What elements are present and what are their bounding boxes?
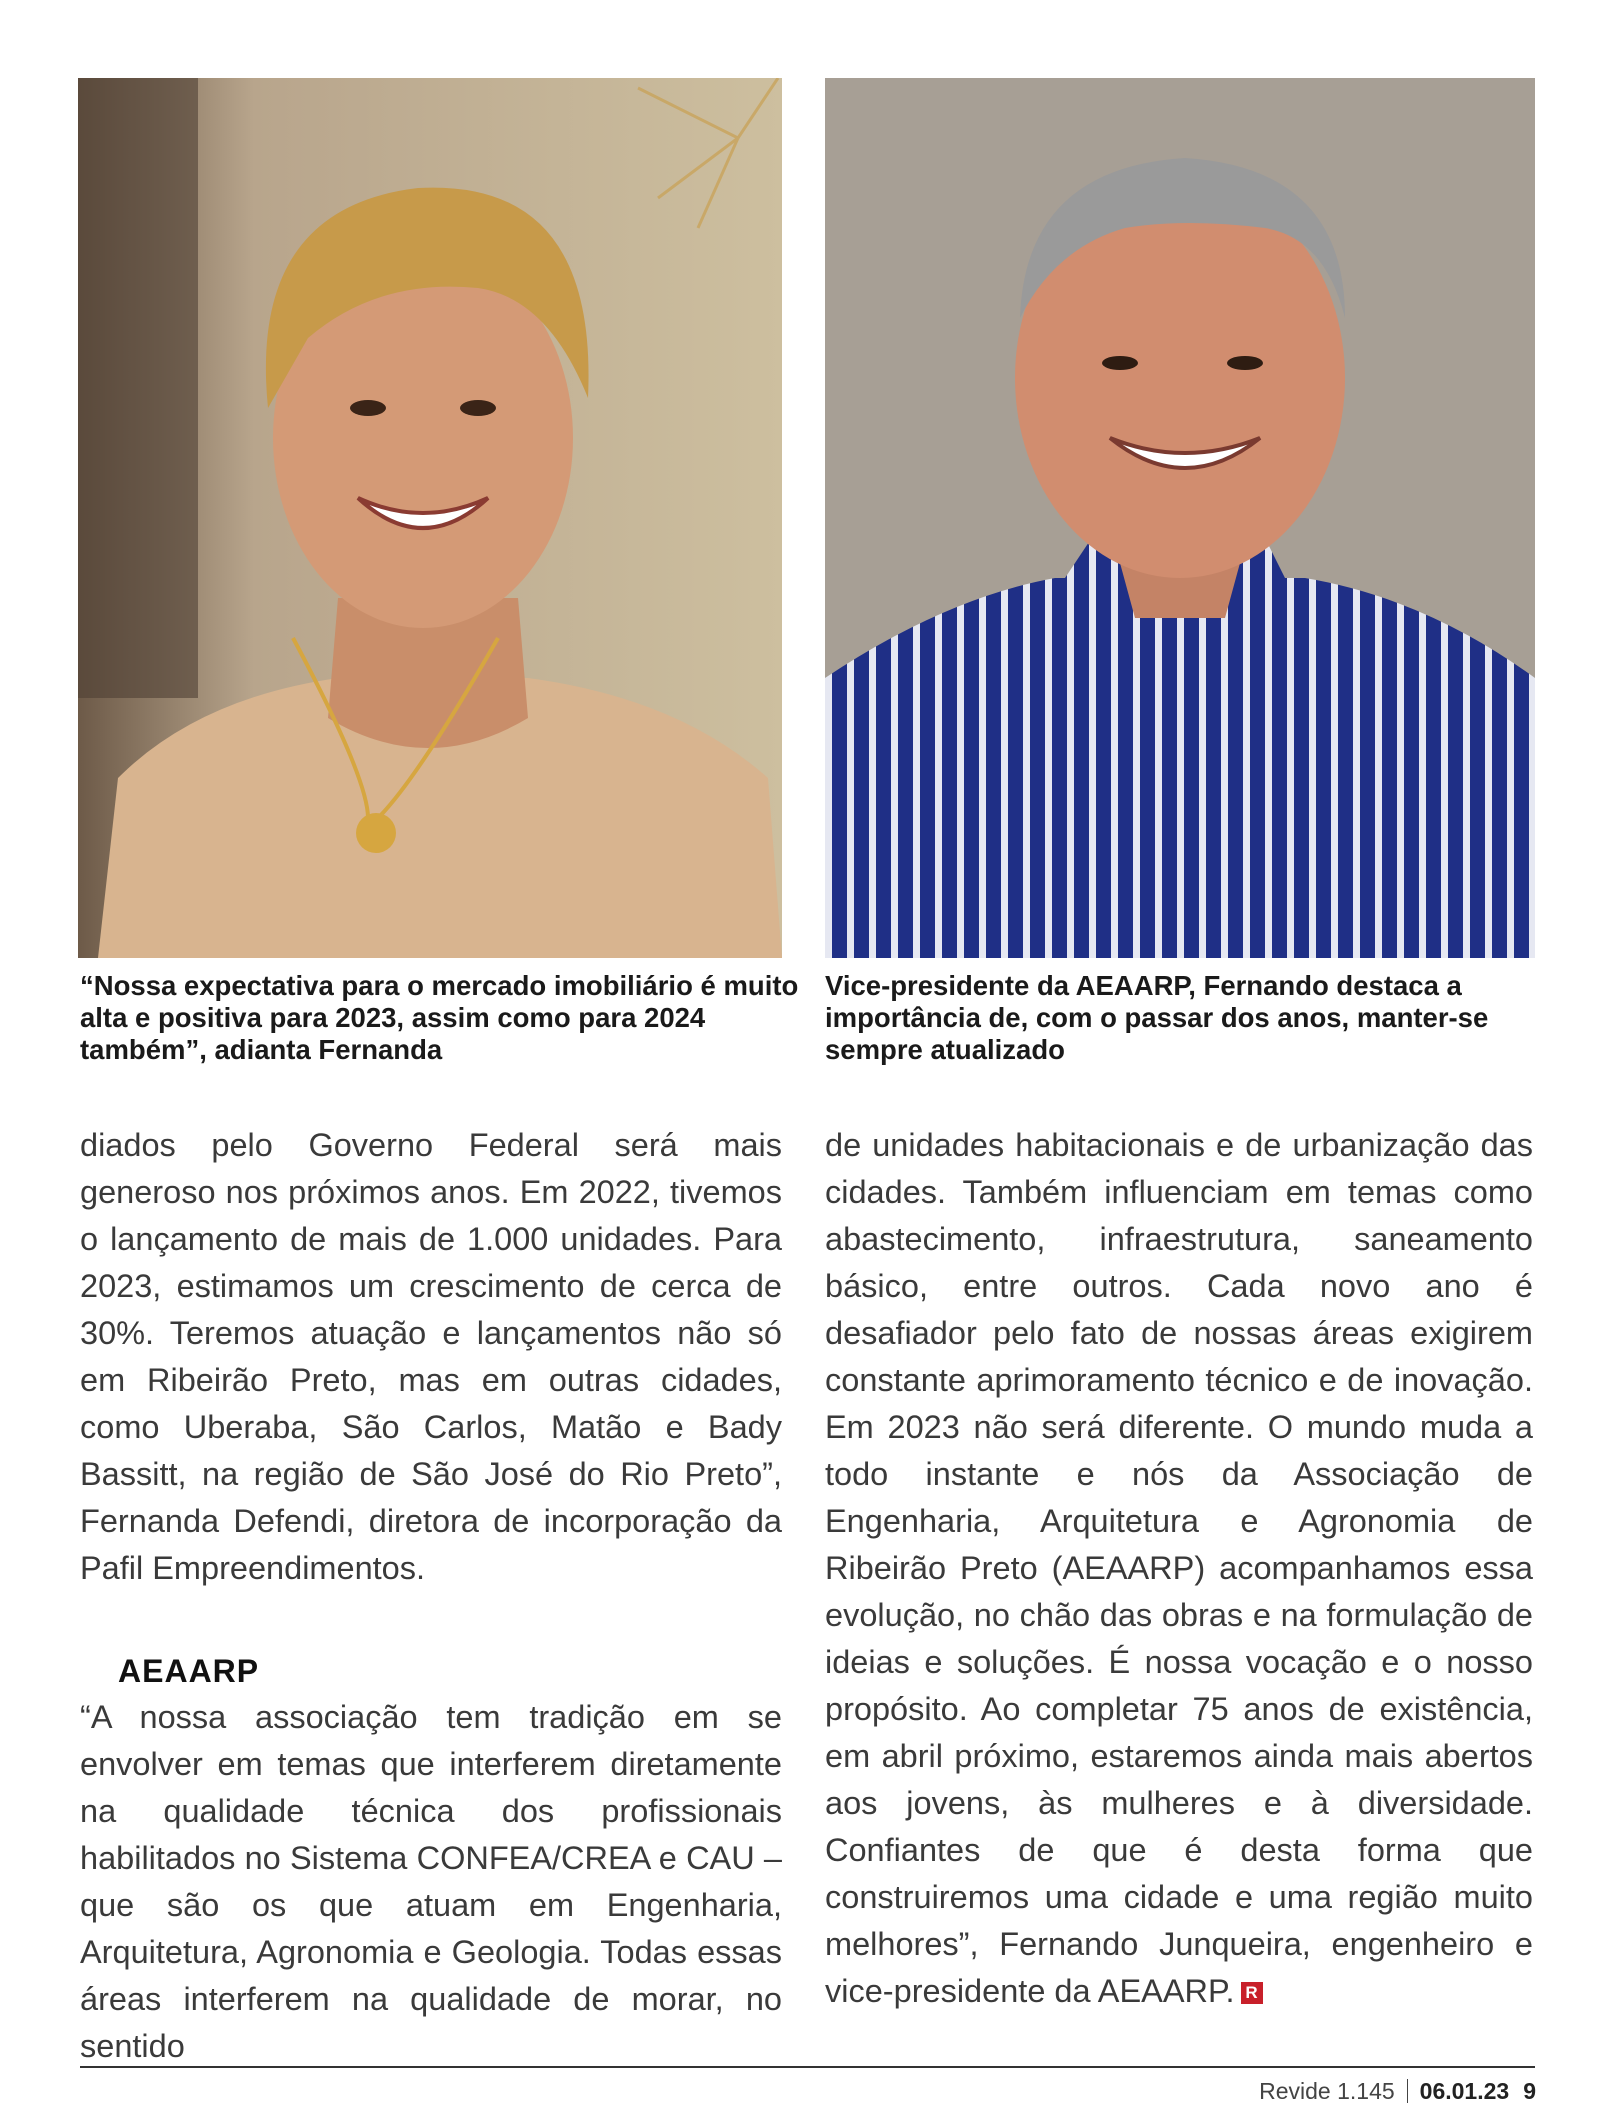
photo-fernanda xyxy=(78,78,782,958)
footer-separator xyxy=(1407,2079,1408,2103)
section-heading-aeaarp: AEAARP xyxy=(118,1653,260,1689)
portrait-man-image xyxy=(825,78,1535,958)
photo-caption-right: Vice-presidente da AEAARP, Fernando destaca a importância de, com o passar dos anos, manter-se sempre atualizado xyxy=(825,970,1489,1065)
end-mark-icon: R xyxy=(1241,1982,1263,2004)
publication-issue: Revide 1.145 xyxy=(1259,2078,1395,2104)
page-footer xyxy=(1259,2078,1536,2105)
footer-rule xyxy=(80,2066,1535,2068)
photo-caption-left: “Nossa expectativa para o mercado imobiliário é muito alta e positiva para 2023, assim como para 2024 também”, adianta Fernanda xyxy=(80,970,799,1065)
page-number: 9 xyxy=(1523,2078,1536,2104)
article-paragraph-text: de unidades habitacionais e de urbanização das cidades. Também influenciam em temas como abastecimento, infraestrutura, saneamento básico, entre outros. Cada novo ano é desafiador pelo fato de nossas áreas exigirem constante aprimoramento técnico e de inovação. Em 2023 não será diferente. O mundo muda a todo instante e nós da Associação de Engenharia, Arquitetura e Agronomia de Ribeirão Preto (AEAARP) acompanhamos essa evolução, no chão das obras e na formulação de ideias e soluções. É nossa vocação e o nosso propósito. Ao completar 75 anos de existência, em abril próximo, estaremos ainda mais abertos aos jovens, às mulheres e à diversidade. Confiantes de que é desta forma que construiremos uma cidade e uma região muito melhores”, Fernando Junqueira, engenheiro e vice-presidente da AEAARP. xyxy=(825,1127,1533,2009)
article-paragraph: diados pelo Governo Federal será mais generoso nos próximos anos. Em 2022, tivemos o lançamento de mais de 1.000 unidades. Para 2023, estimamos um crescimento de cerca de 30%. Teremos atuação e lançamentos não só em Ribeirão Preto, mas em outras cidades, como Uberaba, São Carlos, Matão e Bady Bassitt, na região de São José do Rio Preto”, Fernanda Defendi, diretora de incorporação da Pafil Empreendimentos. xyxy=(80,1127,782,1586)
portrait-woman-image xyxy=(78,78,782,958)
photo-fernando xyxy=(825,78,1535,958)
article-paragraph: “A nossa associação tem tradição em se envolver em temas que interferem diretamente na qualidade técnica dos profissionais habilitados no Sistema CONFEA/CREA e CAU – que são os que atuam em Engenharia, Arquitetura, Agronomia e Geologia. Todas essas áreas interferem na qualidade de morar, no sentido xyxy=(80,1699,782,2064)
article-column-right xyxy=(825,1122,1533,2015)
article-paragraph-end xyxy=(825,1122,1533,2015)
issue-date: 06.01.23 xyxy=(1419,2078,1510,2104)
article-column-left xyxy=(80,1122,782,2070)
